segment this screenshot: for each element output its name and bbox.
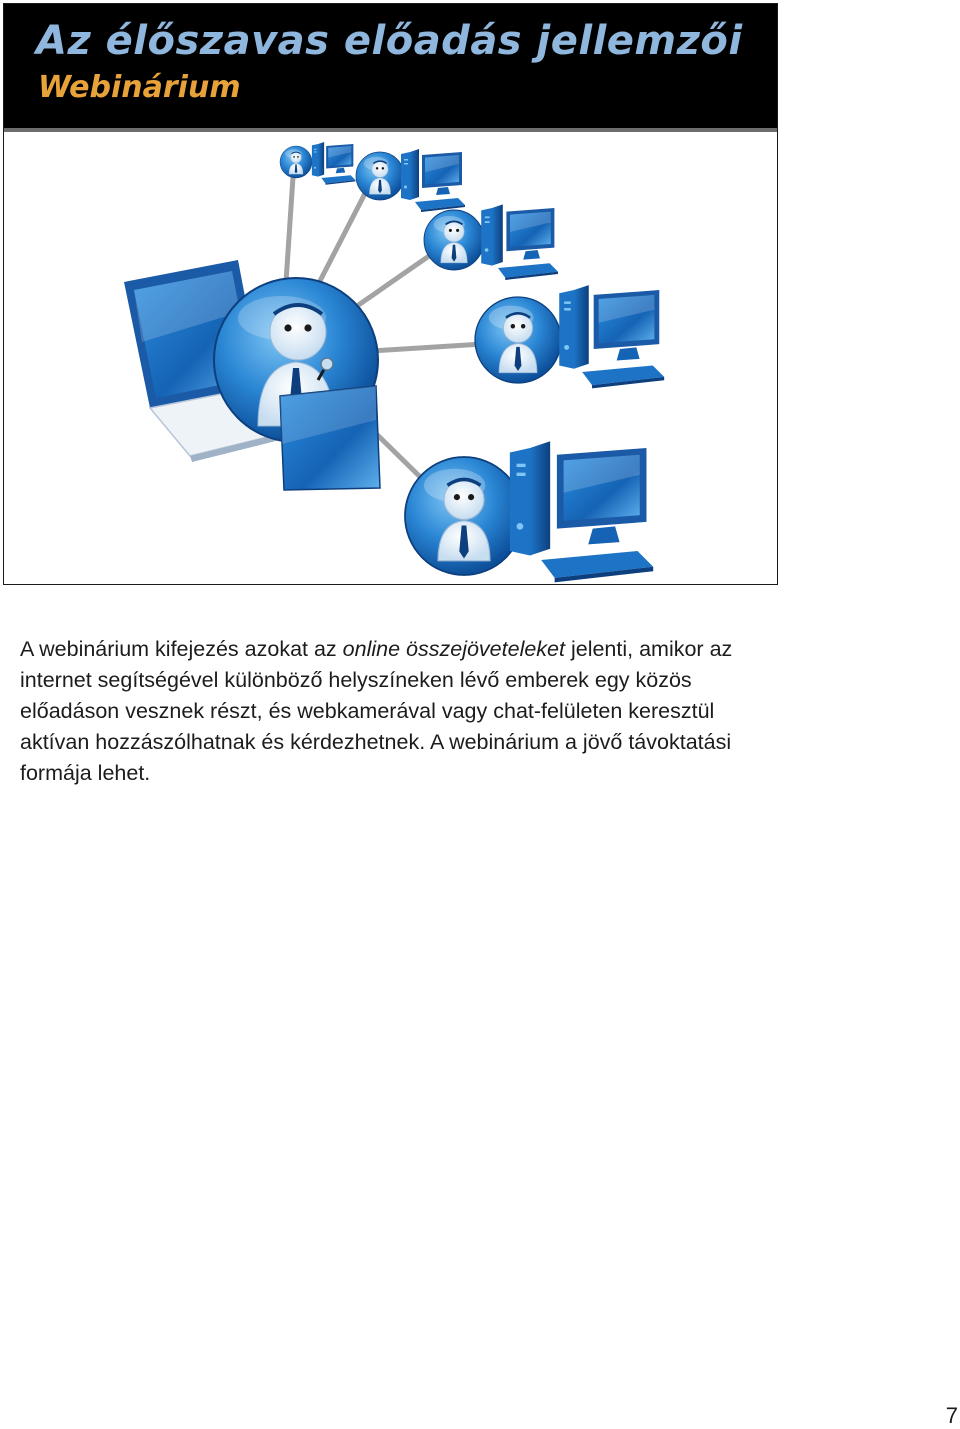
body-paragraph [20, 634, 780, 789]
participant-icon [280, 146, 312, 178]
desktop-computer-icon [510, 441, 653, 582]
participant-icon [356, 152, 404, 200]
webinar-network-illustration [4, 132, 778, 585]
body-text-start: A webinárium kifejezés azokat az [20, 637, 343, 661]
page-number: 7 [945, 1403, 958, 1428]
slide-header [4, 4, 777, 128]
desktop-computer-icon [559, 285, 664, 388]
slide-frame [3, 3, 778, 585]
presenter-icon [214, 278, 380, 490]
participant-icon [424, 210, 484, 270]
body-text-emphasis: online összejöveteleket [342, 637, 565, 661]
desktop-computer-icon [312, 142, 356, 185]
participant-icon [475, 297, 561, 383]
participant-icon [405, 457, 523, 575]
slide-subtitle: Webinárium [38, 70, 241, 105]
desktop-computer-icon [481, 204, 558, 280]
body-text-end: jelenti, amikor az internet segítségével különböző helyszíneken lévő emberek egy közös előadáson vesznek részt, és webkamerával vagy chat-felületen keresztül aktívan hozzászólhatnak és kérdezhetnek. A webinárium a jövő távoktatási formája lehet. [20, 637, 733, 785]
desktop-computer-icon [401, 149, 465, 212]
slide-title: Az élőszavas előadás jellemzői [36, 18, 743, 64]
